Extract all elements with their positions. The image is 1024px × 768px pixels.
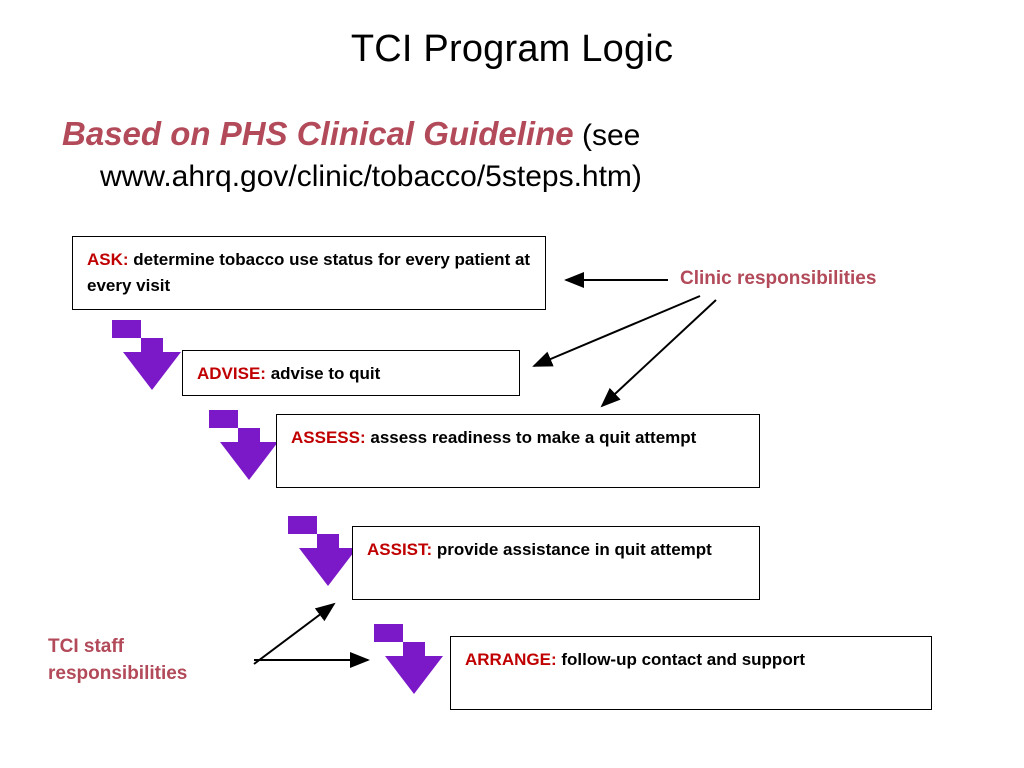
label-clinic-responsibilities: Clinic responsibilities bbox=[680, 268, 877, 289]
flow-arrow-ask-to-advise bbox=[112, 320, 181, 390]
step-text-advise: advise to quit bbox=[265, 364, 381, 383]
page-title: TCI Program Logic bbox=[350, 28, 674, 70]
label-staff-line1: TCI staff bbox=[48, 636, 124, 657]
step-box-ask bbox=[72, 236, 546, 310]
label-staff-responsibilities bbox=[48, 634, 248, 687]
slide-subtitle bbox=[62, 112, 762, 197]
subtitle-emphasis: Based on PHS Clinical Guideline bbox=[62, 115, 574, 152]
step-text-arrange: follow-up contact and support bbox=[556, 650, 805, 669]
step-box-arrange bbox=[450, 636, 932, 710]
step-box-advise bbox=[182, 350, 520, 396]
step-box-assess bbox=[276, 414, 760, 488]
step-keyword-advise: ADVISE: bbox=[197, 364, 266, 383]
step-box-assist bbox=[352, 526, 760, 600]
step-keyword-arrange: ARRANGE: bbox=[465, 650, 557, 669]
arrow-clinic-to-advise bbox=[534, 296, 700, 366]
flow-arrow-assist-to-arrange bbox=[374, 624, 443, 694]
step-text-assess: assess readiness to make a quit attempt bbox=[365, 428, 697, 447]
step-keyword-assist: ASSIST: bbox=[367, 540, 433, 559]
arrow-staff-to-assist bbox=[254, 604, 334, 664]
step-keyword-assess: ASSESS: bbox=[291, 428, 366, 447]
subtitle-url: www.ahrq.gov/clinic/tobacco/5steps.htm) bbox=[100, 159, 642, 193]
step-keyword-ask: ASK: bbox=[87, 250, 129, 269]
subtitle-trailing: (see bbox=[573, 119, 641, 152]
flow-arrow-advise-to-assess bbox=[209, 410, 278, 480]
label-staff-line2: responsibilities bbox=[48, 662, 188, 684]
step-text-ask: determine tobacco use status for every patient at every visit bbox=[87, 250, 531, 295]
step-text-assist: provide assistance in quit attempt bbox=[432, 540, 712, 559]
arrow-clinic-to-assess bbox=[602, 300, 716, 406]
flow-arrow-assess-to-assist bbox=[288, 516, 357, 586]
